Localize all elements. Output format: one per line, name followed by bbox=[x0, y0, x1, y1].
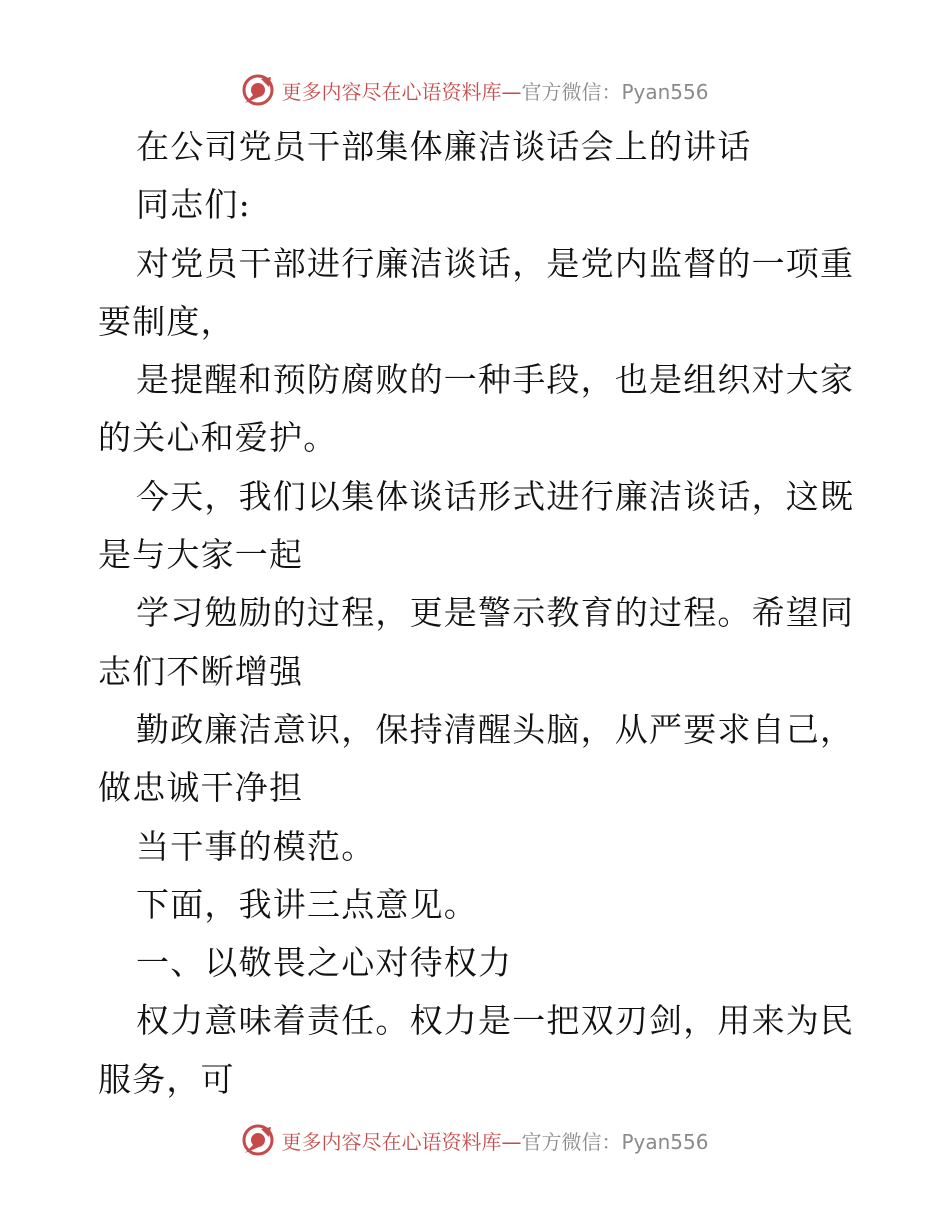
paragraph-line: 学习勉励的过程，更是警示教育的过程。希望同 bbox=[136, 593, 855, 633]
paragraph-line: 勤政廉洁意识，保持清醒头脑，从严要求自己， bbox=[136, 709, 855, 749]
paragraph-line: 做忠诚干净担 bbox=[98, 768, 304, 808]
paragraph-line: 志们不断增强 bbox=[98, 651, 304, 691]
paragraph-line: 服务，可 bbox=[98, 1059, 235, 1099]
paragraph-line: 今天，我们以集体谈话形式进行廉洁谈话，这既 bbox=[136, 476, 855, 516]
paragraph-line: 要制度， bbox=[98, 301, 235, 341]
banner-text: 更多内容尽在心语资料库—官方微信：Pyan556 bbox=[281, 79, 709, 104]
document-body bbox=[98, 118, 858, 1109]
banner-text: 更多内容尽在心语资料库—官方微信：Pyan556 bbox=[281, 1129, 709, 1154]
banner-wechat: 官方微信：Pyan556 bbox=[521, 79, 709, 104]
paragraph-line: 是与大家一起 bbox=[98, 535, 304, 575]
pen-logo-icon bbox=[241, 1123, 275, 1157]
banner-wechat: 官方微信：Pyan556 bbox=[521, 1129, 709, 1154]
header-watermark-banner bbox=[0, 70, 950, 110]
paragraph-line: 下面，我讲三点意见。 bbox=[136, 884, 478, 924]
paragraph-line: 权力意味着责任。权力是一把双刃剑，用来为民 bbox=[136, 1001, 855, 1041]
document-title: 在公司党员干部集体廉洁谈话会上的讲话 bbox=[136, 127, 752, 166]
footer-watermark-banner bbox=[0, 1120, 950, 1160]
paragraph-line: 一、以敬畏之心对待权力 bbox=[136, 943, 513, 983]
paragraph-line: 当干事的模范。 bbox=[136, 826, 376, 866]
pen-logo-icon bbox=[241, 73, 275, 107]
paragraph-line: 同志们: bbox=[136, 185, 251, 225]
paragraph-line: 是提醒和预防腐败的一种手段，也是组织对大家 bbox=[136, 360, 855, 400]
paragraph-line: 的关心和爱护。 bbox=[98, 418, 338, 458]
paragraph-line: 对党员干部进行廉洁谈话，是党内监督的一项重 bbox=[136, 243, 855, 283]
